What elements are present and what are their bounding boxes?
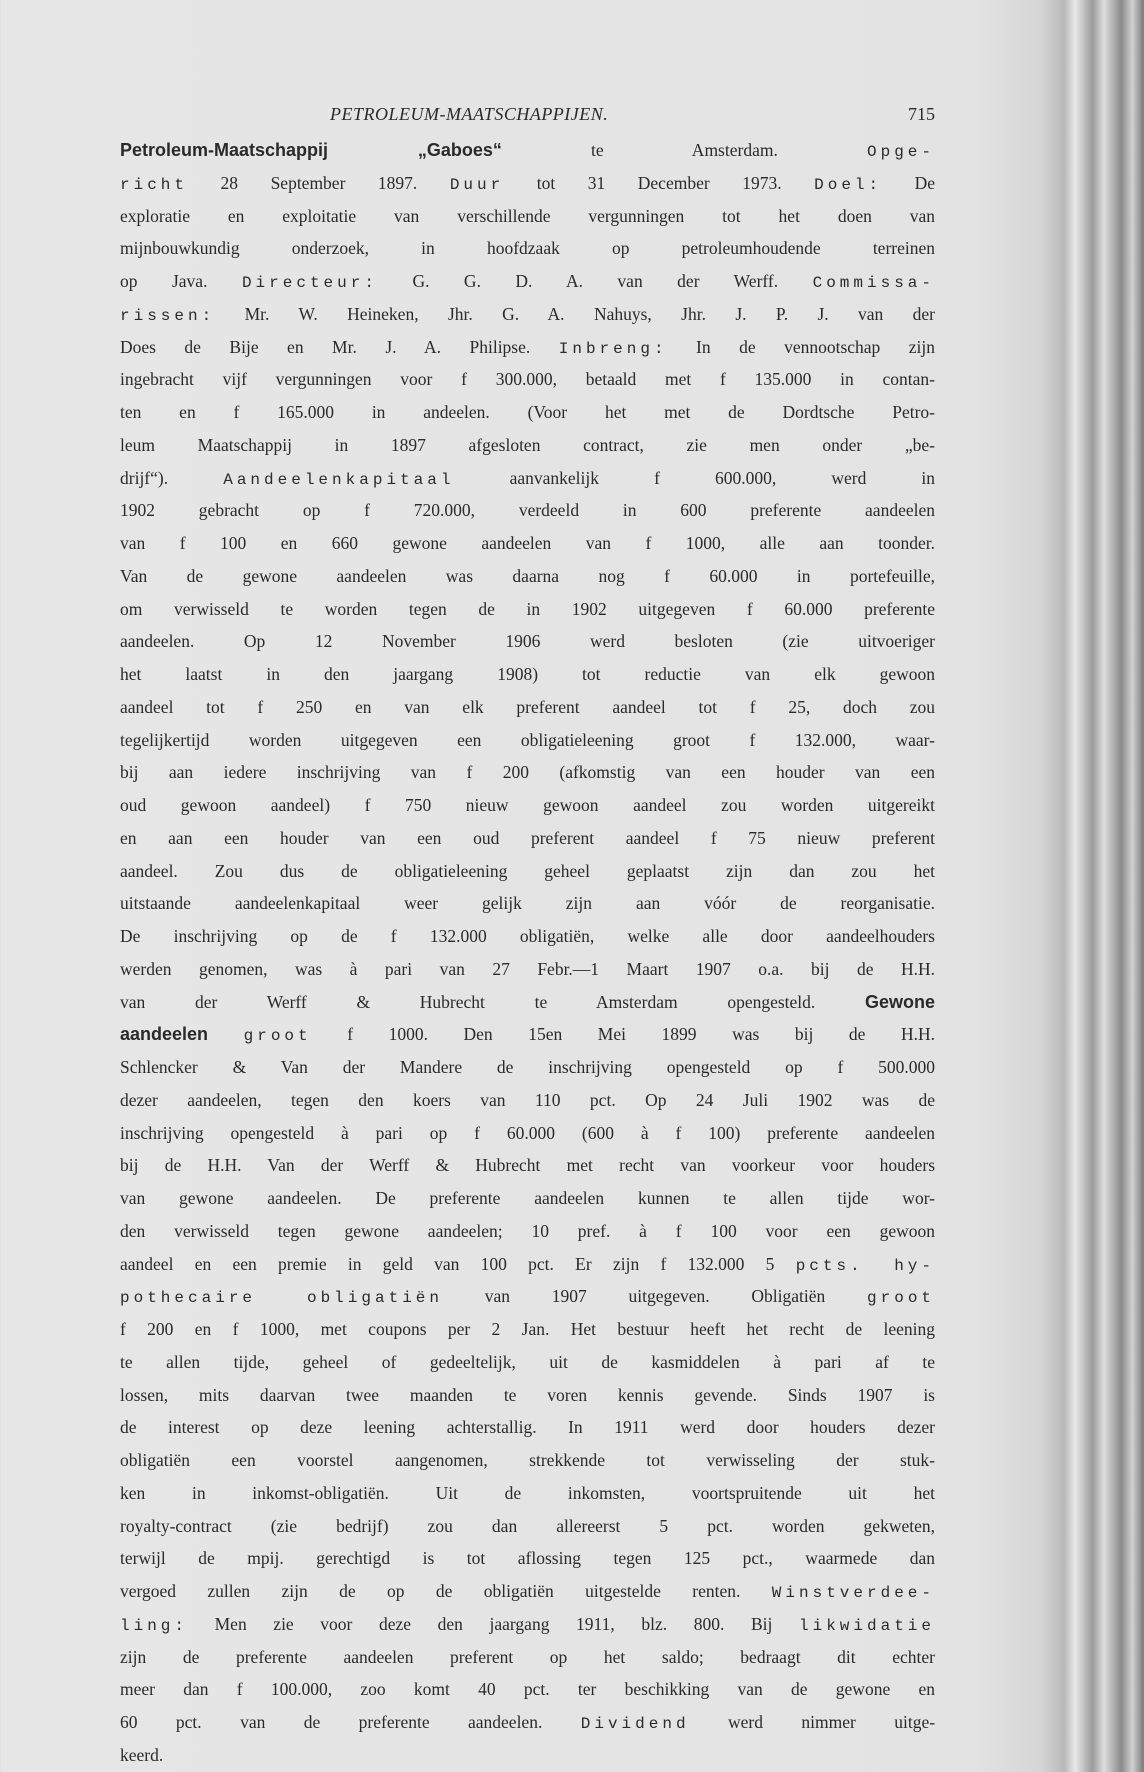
text-line (120, 1182, 935, 1215)
text-line (120, 1379, 935, 1412)
body-text: het laatst in den jaargang 1908) tot reductie van elk gewoon (120, 664, 935, 684)
body-text: aandeel tot f 250 en van elk preferent aandeel tot f 25, doch zou (120, 696, 935, 717)
text-line (120, 298, 935, 331)
body-text: Men zie voor deze den jaargang 1911, blz. 800. Bij (214, 1613, 773, 1634)
body-text: aanvankelijk f 600.000, werd in (509, 467, 936, 488)
text-line (120, 1641, 935, 1674)
body-text: ingebracht vijf vergunningen voor f 300.000, betaald met f 135.000 in contan- (120, 369, 935, 390)
spaced-keyword-text: groot (867, 1289, 936, 1308)
text-line (120, 429, 935, 462)
body-text: aandeel en een premie in geld van 100 pct. Er zijn f 132.000 5 (120, 1253, 775, 1274)
body-text: De (914, 172, 936, 193)
body-text: de interest op deze leening achterstallig. In 1911 werd door houders dezer (120, 1417, 935, 1438)
text-line (120, 1739, 935, 1772)
body-text: lossen, mits daarvan twee maanden te voren kennis gevende. Sinds 1907 is (120, 1384, 935, 1405)
text-line (120, 1051, 935, 1084)
text-line (120, 1215, 935, 1248)
text-line (120, 462, 935, 495)
text-line (120, 691, 935, 724)
text-line (120, 363, 935, 396)
body-text: Schlencker & Van der Mandere de inschrijving opengesteld op f 500.000 (120, 1057, 935, 1077)
spaced-keyword-text: Opge- (867, 143, 936, 161)
body-text: ten en f 165.000 in andeelen. (Voor het met de Dordtsche Petro- (120, 402, 935, 422)
spaced-keyword-text: richt (120, 175, 189, 194)
text-line (120, 1510, 935, 1543)
text-line (120, 1248, 935, 1281)
text-line (120, 134, 935, 167)
text-line (120, 855, 935, 888)
spaced-keyword-text: rissen: (120, 306, 216, 325)
body-text: en aan een houder van een oud preferent aandeel f 75 nieuw preferent (120, 827, 935, 848)
text-line (120, 887, 935, 920)
spaced-keyword-text: ling: (120, 1616, 189, 1635)
text-line (120, 560, 935, 593)
body-text: In de vennootschap zijn (696, 336, 936, 357)
spaced-keyword-text: Winstverdee- (771, 1584, 935, 1602)
text-line (120, 1346, 935, 1379)
spaced-keyword-text: groot (243, 1027, 312, 1046)
text-line (120, 1673, 935, 1706)
text-line (120, 1149, 935, 1182)
body-text: den verwisseld tegen gewone aandeelen; 10 pref. à f 100 voor een gewoon (120, 1220, 935, 1241)
spaced-keyword-text: Directeur: (241, 274, 378, 292)
text-line (120, 1444, 935, 1477)
spaced-keyword-text: Commissa- (812, 274, 936, 292)
body-text: aandeel. Zou dus de obligatieleening geheel geplaatst zijn dan zou het (120, 860, 935, 881)
body-text: Mr. W. Heineken, Jhr. G. A. Nahuys, Jhr. J. P. J. van der (244, 303, 936, 324)
text-line (120, 1706, 935, 1739)
body-text: drijf“). (120, 467, 169, 488)
text-line (120, 789, 935, 822)
text-line (120, 920, 935, 953)
text-line (120, 265, 935, 298)
text-line (120, 331, 935, 364)
text-line (120, 658, 935, 691)
bold-heading-text: Petroleum-Maatschappij „Gaboes“ (120, 140, 502, 160)
body-text: van 1907 uitgegeven. Obligatiën (484, 1286, 826, 1307)
text-line (120, 724, 935, 757)
text-line (120, 527, 935, 560)
body-text: werden genomen, was à pari van 27 Febr.—1 Maart 1907 o.a. bij de H.H. (120, 958, 935, 979)
text-line (120, 986, 935, 1019)
body-text: Does de Bije en Mr. J. A. Philipse. (120, 336, 531, 357)
body-text: 28 September 1897. (220, 172, 418, 193)
body-text: zijn de preferente aandeelen preferent op het saldo; bedraagt dit echter (120, 1646, 935, 1667)
body-text: oud gewoon aandeel) f 750 nieuw gewoon aandeel zou worden uitgereikt (120, 795, 935, 815)
body-text: bij aan iedere inschrijving van f 200 (afkomstig van een houder van een (120, 762, 935, 783)
text-line (120, 200, 935, 233)
spaced-keyword-text: pothecaire obligatiën (120, 1289, 443, 1308)
body-text: uitstaande aandeelenkapitaal weer gelijk zijn aan vóór de reorganisatie. (120, 893, 935, 914)
text-line (120, 167, 935, 200)
text-line (120, 232, 935, 265)
text-line (120, 1313, 935, 1346)
article-body (120, 134, 935, 1772)
text-line (120, 1280, 935, 1313)
body-text: bij de H.H. Van der Werff & Hubrecht met recht van voorkeur voor houders (120, 1155, 935, 1176)
body-text: van f 100 en 660 gewone aandeelen van f 1000, alle aan toonder. (120, 533, 935, 553)
body-text: meer dan f 100.000, zoo komt 40 pct. ter beschikking van de gewone en (120, 1679, 935, 1700)
body-text: exploratie en exploitatie van verschillende vergunningen tot het doen van (120, 205, 935, 226)
text-line (120, 756, 935, 789)
spaced-keyword-text: Doel: (814, 175, 883, 194)
text-line (120, 1575, 935, 1608)
body-text: G. G. D. A. van der Werff. (412, 271, 779, 291)
body-text: om verwisseld te worden tegen de in 1902 uitgegeven f 60.000 preferente (120, 598, 935, 619)
body-text: f 1000. Den 15en Mei 1899 was bij de H.H. (347, 1024, 935, 1045)
body-text: De inschrijving op de f 132.000 obligatiën, welke alle door aandeelhouders (120, 926, 935, 946)
body-text: te allen tijde, geheel of gedeeltelijk, uit de kasmiddelen à pari af te (120, 1351, 935, 1372)
bold-heading-text: aandeelen (120, 1024, 209, 1045)
body-text: 1902 gebracht op f 720.000, verdeeld in 600 preferente aandeelen (120, 500, 935, 521)
body-text: tegelijkertijd worden uitgegeven een obligatieleening groot f 132.000, waar- (120, 729, 935, 750)
body-text: inschrijving opengesteld à pari op f 60.000 (600 à f 100) preferente aandeelen (120, 1122, 935, 1143)
body-text: obligatiën een voorstel aangenomen, strekkende tot verwisseling der stuk- (120, 1450, 935, 1470)
body-text: leum Maatschappij in 1897 afgesloten contract, zie men onder „be- (120, 434, 935, 455)
spaced-keyword-text: Duur (449, 175, 505, 194)
text-line (120, 1117, 935, 1150)
spaced-keyword-text: Aandeelenkapitaal (223, 470, 455, 489)
body-text: 60 pct. van de preferente aandeelen. (120, 1712, 543, 1732)
text-line (120, 953, 935, 986)
body-text: dezer aandeelen, tegen den koers van 110 pct. Op 24 Juli 1902 was de (120, 1089, 935, 1110)
body-text: ken in inkomst-obligatiën. Uit de inkomsten, voortspruitende uit het (120, 1482, 935, 1503)
text-line (120, 1477, 935, 1510)
spaced-keyword-text: likwidatie (798, 1616, 935, 1635)
text-line (120, 1084, 935, 1117)
spaced-keyword-text: Dividend (580, 1715, 690, 1733)
body-text: op Java. (120, 271, 208, 291)
text-line (120, 1542, 935, 1575)
text-line (120, 1411, 935, 1444)
running-title: PETROLEUM-MAATSCHAPPIJEN. (330, 104, 609, 124)
body-text: terwijl de mpij. gerechtigd is tot aflossing tegen 125 pct., waarmede dan (120, 1548, 935, 1569)
body-text: tot 31 December 1973. (536, 172, 782, 193)
body-text: te Amsterdam. (591, 140, 778, 160)
text-line (120, 1018, 935, 1051)
page-header (120, 104, 935, 130)
spaced-keyword-text: pcts. hy- (795, 1256, 936, 1275)
bold-heading-text: Gewone (865, 991, 936, 1012)
body-text: keerd. (120, 1744, 164, 1765)
text-line (120, 822, 935, 855)
body-text: vergoed zullen zijn de op de obligatiën uitgestelde renten. (120, 1581, 741, 1601)
spaced-keyword-text: Inbreng: (558, 339, 668, 358)
text-line (120, 1608, 935, 1641)
text-line (120, 593, 935, 626)
page-number: 715 (908, 104, 935, 124)
body-text: van der Werff & Hubrecht te Amsterdam opengesteld. (120, 991, 816, 1012)
body-text: aandeelen. Op 12 November 1906 werd besloten (zie uitvoeriger (120, 631, 935, 652)
body-text: mijnbouwkundig onderzoek, in hoofdzaak op petroleumhoudende terreinen (120, 238, 935, 259)
body-text: royalty-contract (zie bedrijf) zou dan allereerst 5 pct. worden gekweten, (120, 1515, 935, 1536)
body-text: f 200 en f 1000, met coupons per 2 Jan. Het bestuur heeft het recht de leening (120, 1319, 935, 1339)
body-text: Van de gewone aandeelen was daarna nog f 60.000 in portefeuille, (120, 565, 935, 586)
text-line (120, 494, 935, 527)
body-text: van gewone aandeelen. De preferente aandeelen kunnen te allen tijde wor- (120, 1188, 935, 1208)
text-line (120, 625, 935, 658)
body-text: werd nimmer uitge- (727, 1712, 936, 1732)
text-line (120, 396, 935, 429)
